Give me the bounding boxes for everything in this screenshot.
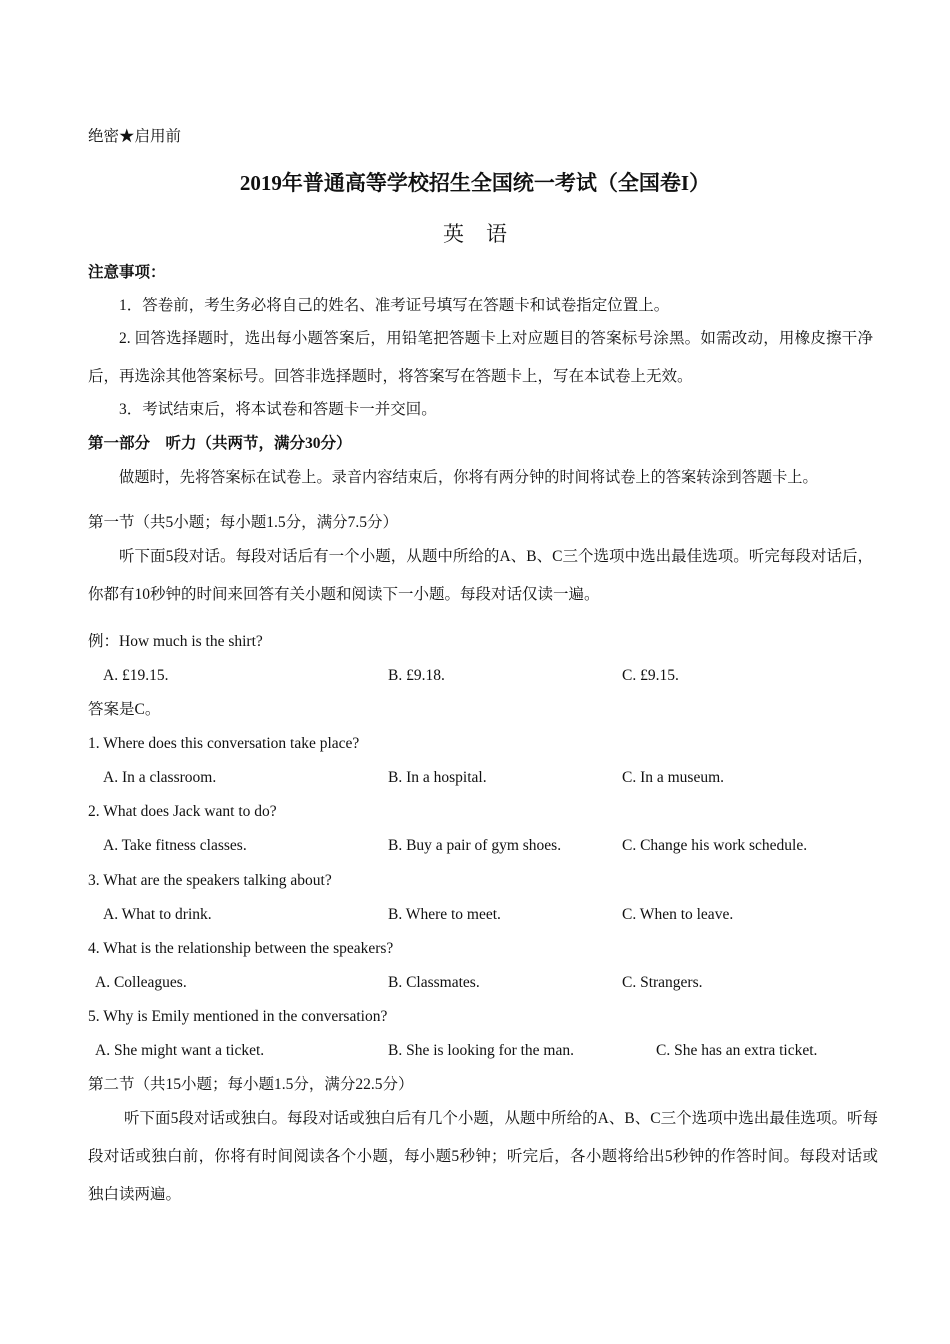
section1-instruction: 听下面5段对话。每段对话后有一个小题，从题中所给的A、B、C三个选项中选出最佳选项。听完每段对话后，你都有10秒钟的时间来回答有关小题和阅读下一小题。每段对话仅读一遍。 xyxy=(88,548,873,603)
question-5-option-b: B. She is looking for the man. xyxy=(388,1042,574,1059)
question-5: 5. Why is Emily mentioned in the conversation? xyxy=(88,1008,388,1025)
question-1-option-c: C. In a museum. xyxy=(622,769,725,786)
question-3-option-a: A. What to drink. xyxy=(103,906,212,923)
notes-heading: 注意事项： xyxy=(88,264,166,281)
question-4-option-a: A. Colleagues. xyxy=(95,974,187,991)
question-3-option-b: B. Where to meet. xyxy=(388,906,501,923)
question-3: 3. What are the speakers talking about? xyxy=(88,872,332,889)
part1-instruction: 做题时，先将答案标在试卷上。录音内容结束后，你将有两分钟的时间将试卷上的答案转涂到答题卡上。 xyxy=(119,469,818,486)
question-1-option-b: B. In a hospital. xyxy=(388,769,487,786)
question-2-option-b: B. Buy a pair of gym shoes. xyxy=(388,837,562,854)
question-4: 4. What is the relationship between the speakers? xyxy=(88,940,394,957)
note-item-3: 3．考试结束后，将本试卷和答题卡一并交回。 xyxy=(119,401,437,418)
question-1: 1. Where does this conversation take place? xyxy=(88,735,360,752)
example-answer: 答案是C。 xyxy=(88,701,161,718)
question-2-option-a: A. Take fitness classes. xyxy=(103,837,247,854)
note-item-1: 1．答卷前，考生务必将自己的姓名、准考证号填写在答题卡和试卷指定位置上。 xyxy=(119,297,670,314)
example-option-c: C. £9.15. xyxy=(622,667,679,684)
section2-instruction: 听下面5段对话或独白。每段对话或独白后有几个小题，从题中所给的A、B、C三个选项中选出最佳选项。听每段对话或独白前，你将有时间阅读各个小题，每小题5秒钟；听完后，各小题将给出5秒钟的作答时间。每段对话或独白读两遍。 xyxy=(88,1110,878,1203)
section1-heading: 第一节（共5小题；每小题1.5分，满分7.5分） xyxy=(88,514,399,531)
question-2: 2. What does Jack want to do? xyxy=(88,803,277,820)
exam-title: 2019年普通高等学校招生全国统一考试（全国卷I） xyxy=(239,171,711,195)
note-item-2: 2. 回答选择题时，选出每小题答案后，用铅笔把答题卡上对应题目的答案标号涂黑。如需改动，用橡皮擦干净后，再选涂其他答案标号。回答非选择题时，将答案写在答题卡上，写在本试卷上无效。 xyxy=(88,330,873,385)
example-option-b: B. £9.18. xyxy=(388,667,445,684)
subject-title: 英语 xyxy=(443,222,529,246)
example-option-a: A. £19.15. xyxy=(103,667,169,684)
question-3-option-c: C. When to leave. xyxy=(622,906,734,923)
example-question: 例：How much is the shirt? xyxy=(88,633,263,650)
part1-heading: 第一部分 听力（共两节，满分30分） xyxy=(88,435,352,452)
question-2-option-c: C. Change his work schedule. xyxy=(622,837,808,854)
section2-heading: 第二节（共15小题；每小题1.5分，满分22.5分） xyxy=(88,1076,414,1093)
question-1-option-a: A. In a classroom. xyxy=(103,769,217,786)
question-5-option-a: A. She might want a ticket. xyxy=(95,1042,265,1059)
question-4-option-c: C. Strangers. xyxy=(622,974,703,991)
question-5-option-c: C. She has an extra ticket. xyxy=(656,1042,818,1059)
question-4-option-b: B. Classmates. xyxy=(388,974,480,991)
confidential-label: 绝密★启用前 xyxy=(88,128,182,145)
